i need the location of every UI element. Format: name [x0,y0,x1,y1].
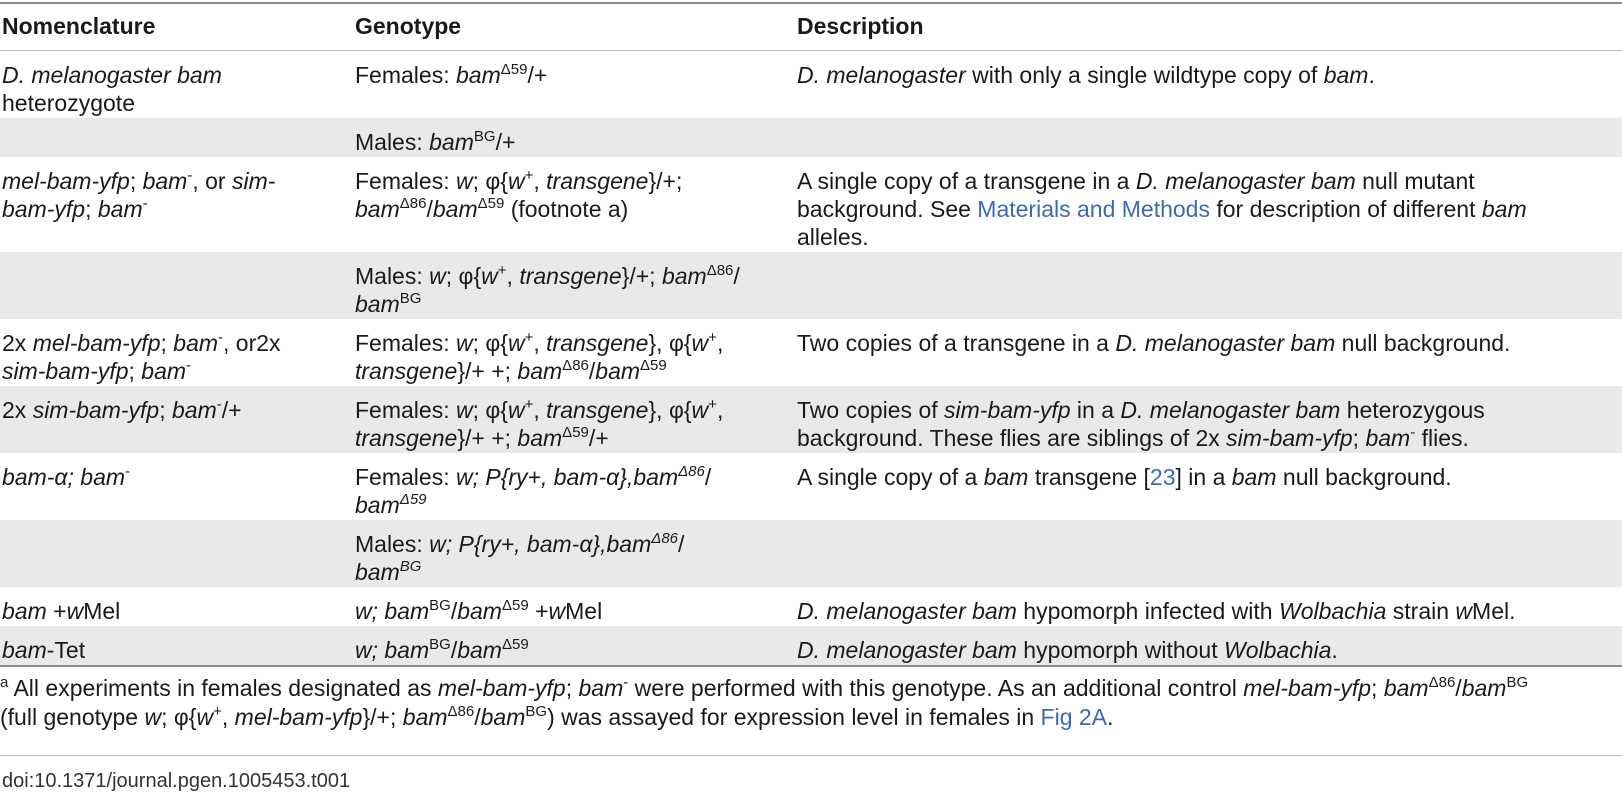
cell-genotype: Males: w; φ{w+, transgene}/+; bam$^{\Delta 86}$/ bam$^{BG}$ [353,252,795,319]
cell-nomenclature: D. melanogaster bam heterozygote [2,61,222,116]
cell-description: A single copy of a transgene in a D. melanogaster bam null mutant background. See Materials and Methods for description of different bam alleles. [797,167,1527,250]
cell-genotype: Females: w; φ{w+, transgene}, φ{w+, transgene}/+ +; bam$^{\Delta 59}$/+ [353,386,795,453]
table-row [0,118,1622,157]
cell-description: D. melanogaster bam hypomorph without Wolbachia. [795,626,1622,666]
cell-description: Two copies of sim-bam-yfp in a D. melanogaster bam heterozygous background. These flies are siblings of 2x sim-bam-yfp; bam- flies. [795,386,1622,453]
table-row [0,453,1622,520]
header-nomenclature: Nomenclature [0,4,353,50]
cell-genotype: Males: w; P{ry+, bam-α},bam$^{\Delta 86}$/ bam$^{BG}$ [353,520,795,587]
table-body [0,50,1622,666]
cell-genotype: Females: bam$^{\Delta 59}$/+ [355,60,548,88]
cell-genotype: Males: bam$^{BG}$/+ [353,118,795,157]
doi-label: doi:10.1371/journal.pgen.1005453.t001 [2,770,351,792]
cell-description: Two copies of a transgene in a D. melanogaster bam null background. [797,329,1511,356]
cell-nomenclature: 2x mel-bam-yfp; bam-, or2x sim-bam-yfp; bam- [2,328,281,384]
table-row [0,386,1622,453]
table-row [0,587,1622,626]
cell-description: D. melanogaster with only a single wildtype copy of bam. [797,61,1375,88]
table-row [0,319,1622,386]
table-footnote: $^a$ All experiments in females designated as mel-bam-yfp; bam- were performed with this genotype. As an additional control mel-bam-yfp; bam$^{\Delta 86}$/bam$^{BG}$ (full genotype w; φ{w+, mel-bam-yfp}/+; bam$^{\Delta 86}$/bam$^{BG}$) was assayed for expression level in females in Fig 2A. [0,674,1529,730]
table-header-row [0,4,1622,50]
cell-description [795,118,1622,157]
cell-genotype: Females: w; φ{w+, transgene}, φ{w+, transgene}/+ +; bam$^{\Delta 86}$/bam$^{\Delta 59}$ [355,328,724,384]
cell-nomenclature: 2x sim-bam-yfp; bam-/+ [0,386,353,453]
cell-nomenclature [0,118,353,157]
genotype-table [0,4,1622,667]
table-row [0,252,1622,319]
cell-genotype: Females: w; P{ry+, bam-α},bam$^{\Delta 86}$/ bam$^{\Delta 59}$ [355,462,712,518]
cell-description: D. melanogaster bam hypomorph infected with Wolbachia strain wMel. [797,597,1516,624]
table-row [0,520,1622,587]
table-row [0,50,1622,118]
table-row [0,626,1622,666]
cell-description [795,520,1622,587]
footnote-rule [0,755,1622,756]
cell-nomenclature: bam-α; bam- [2,462,131,490]
cell-description [795,252,1622,319]
cell-nomenclature [0,252,353,319]
cell-nomenclature [0,520,353,587]
cell-nomenclature: bam +wMel [2,597,121,624]
header-genotype: Genotype [353,4,795,50]
cell-description: A single copy of a bam transgene [23] in a bam null background. [797,463,1452,490]
table-row [0,157,1622,252]
cell-nomenclature: bam-Tet [0,626,353,666]
header-description: Description [795,4,1622,50]
cell-genotype: Females: w; φ{w+, transgene}/+; bam$^{\Delta 86}$/bam$^{\Delta 59}$ (footnote a) [355,166,683,222]
cell-genotype: w; bam$^{BG}$/bam$^{\Delta 59}$ [353,626,795,666]
cell-genotype: w; bam$^{BG}$/bam$^{\Delta 59}$ +wMel [355,596,603,624]
cell-nomenclature: mel-bam-yfp; bam-, or sim- bam-yfp; bam- [2,166,276,222]
